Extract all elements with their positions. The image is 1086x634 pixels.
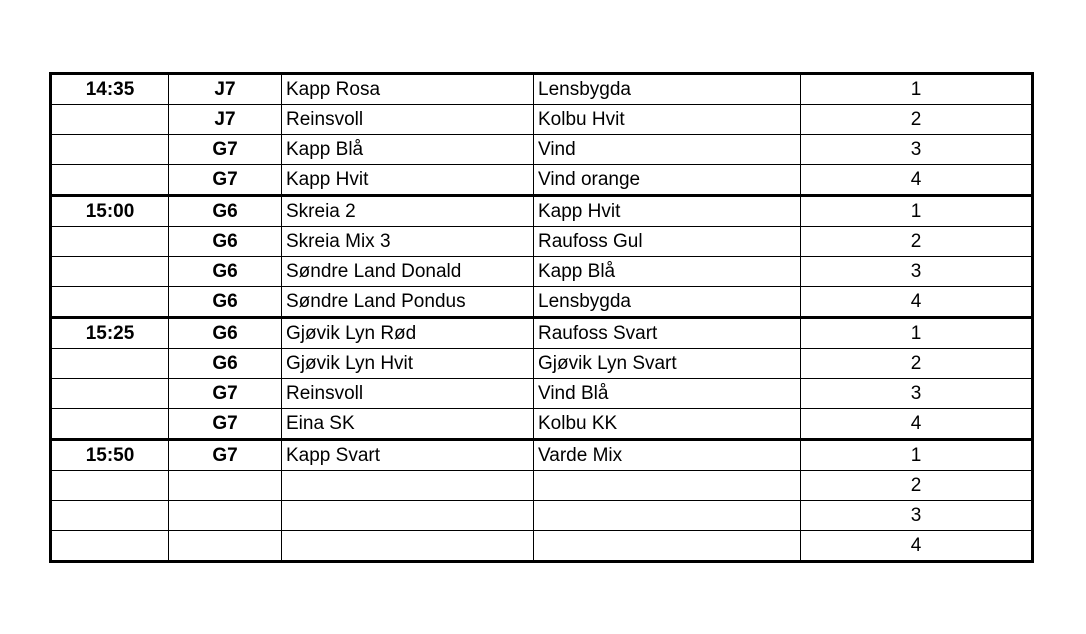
time-cell — [51, 257, 169, 287]
time-cell — [51, 227, 169, 257]
table-row — [51, 105, 1033, 135]
home-team-cell: Skreia Mix 3 — [282, 227, 534, 257]
time-cell — [51, 135, 169, 165]
class-cell: J7 — [169, 74, 282, 105]
time-cell — [51, 409, 169, 440]
away-team-cell: Kapp Blå — [534, 257, 801, 287]
away-team-cell: Vind Blå — [534, 379, 801, 409]
field-number-cell: 2 — [801, 227, 1033, 257]
home-team-cell: Søndre Land Donald — [282, 257, 534, 287]
class-cell: G6 — [169, 227, 282, 257]
away-team-cell: Kapp Hvit — [534, 196, 801, 227]
table-row — [51, 409, 1033, 440]
away-team-cell: Lensbygda — [534, 74, 801, 105]
away-team-cell: Vind — [534, 135, 801, 165]
table-row — [51, 318, 1033, 349]
table-row — [51, 379, 1033, 409]
time-cell — [51, 105, 169, 135]
home-team-cell: Gjøvik Lyn Hvit — [282, 349, 534, 379]
field-number-cell: 2 — [801, 349, 1033, 379]
away-team-cell — [534, 471, 801, 501]
time-cell: 15:50 — [51, 440, 169, 471]
time-cell — [51, 287, 169, 318]
table-row — [51, 287, 1033, 318]
class-cell: G6 — [169, 349, 282, 379]
time-cell — [51, 531, 169, 562]
class-cell — [169, 471, 282, 501]
class-cell: G7 — [169, 135, 282, 165]
field-number-cell: 3 — [801, 501, 1033, 531]
time-cell — [51, 165, 169, 196]
away-team-cell: Kolbu Hvit — [534, 105, 801, 135]
away-team-cell — [534, 501, 801, 531]
table-row — [51, 440, 1033, 471]
table-row — [51, 196, 1033, 227]
away-team-cell — [534, 531, 801, 562]
home-team-cell — [282, 471, 534, 501]
home-team-cell: Eina SK — [282, 409, 534, 440]
home-team-cell: Reinsvoll — [282, 379, 534, 409]
table-row — [51, 227, 1033, 257]
field-number-cell: 1 — [801, 196, 1033, 227]
class-cell: G6 — [169, 318, 282, 349]
away-team-cell: Lensbygda — [534, 287, 801, 318]
field-number-cell: 1 — [801, 440, 1033, 471]
table-row — [51, 531, 1033, 562]
home-team-cell: Søndre Land Pondus — [282, 287, 534, 318]
class-cell — [169, 531, 282, 562]
table-row — [51, 74, 1033, 105]
field-number-cell: 4 — [801, 531, 1033, 562]
class-cell: G7 — [169, 440, 282, 471]
home-team-cell: Gjøvik Lyn Rød — [282, 318, 534, 349]
class-cell: G7 — [169, 409, 282, 440]
field-number-cell: 1 — [801, 318, 1033, 349]
time-cell: 15:00 — [51, 196, 169, 227]
class-cell: G6 — [169, 257, 282, 287]
table-row — [51, 471, 1033, 501]
class-cell: G7 — [169, 379, 282, 409]
home-team-cell: Kapp Svart — [282, 440, 534, 471]
home-team-cell — [282, 531, 534, 562]
home-team-cell: Kapp Hvit — [282, 165, 534, 196]
field-number-cell: 2 — [801, 471, 1033, 501]
time-cell — [51, 379, 169, 409]
time-cell — [51, 501, 169, 531]
time-cell — [51, 349, 169, 379]
field-number-cell: 4 — [801, 409, 1033, 440]
match-schedule-table — [49, 72, 1034, 563]
field-number-cell: 4 — [801, 165, 1033, 196]
away-team-cell: Raufoss Gul — [534, 227, 801, 257]
field-number-cell: 2 — [801, 105, 1033, 135]
table-row — [51, 349, 1033, 379]
time-cell: 15:25 — [51, 318, 169, 349]
field-number-cell: 3 — [801, 379, 1033, 409]
away-team-cell: Raufoss Svart — [534, 318, 801, 349]
table-row — [51, 135, 1033, 165]
field-number-cell: 3 — [801, 135, 1033, 165]
class-cell — [169, 501, 282, 531]
schedule-body — [51, 74, 1033, 562]
home-team-cell: Reinsvoll — [282, 105, 534, 135]
table-row — [51, 165, 1033, 196]
home-team-cell: Kapp Blå — [282, 135, 534, 165]
table-row — [51, 501, 1033, 531]
home-team-cell — [282, 501, 534, 531]
away-team-cell: Gjøvik Lyn Svart — [534, 349, 801, 379]
class-cell: G6 — [169, 287, 282, 318]
home-team-cell: Kapp Rosa — [282, 74, 534, 105]
home-team-cell: Skreia 2 — [282, 196, 534, 227]
away-team-cell: Kolbu KK — [534, 409, 801, 440]
class-cell: J7 — [169, 105, 282, 135]
table-row — [51, 257, 1033, 287]
time-cell — [51, 471, 169, 501]
away-team-cell: Varde Mix — [534, 440, 801, 471]
field-number-cell: 1 — [801, 74, 1033, 105]
field-number-cell: 4 — [801, 287, 1033, 318]
time-cell: 14:35 — [51, 74, 169, 105]
field-number-cell: 3 — [801, 257, 1033, 287]
away-team-cell: Vind orange — [534, 165, 801, 196]
class-cell: G7 — [169, 165, 282, 196]
class-cell: G6 — [169, 196, 282, 227]
